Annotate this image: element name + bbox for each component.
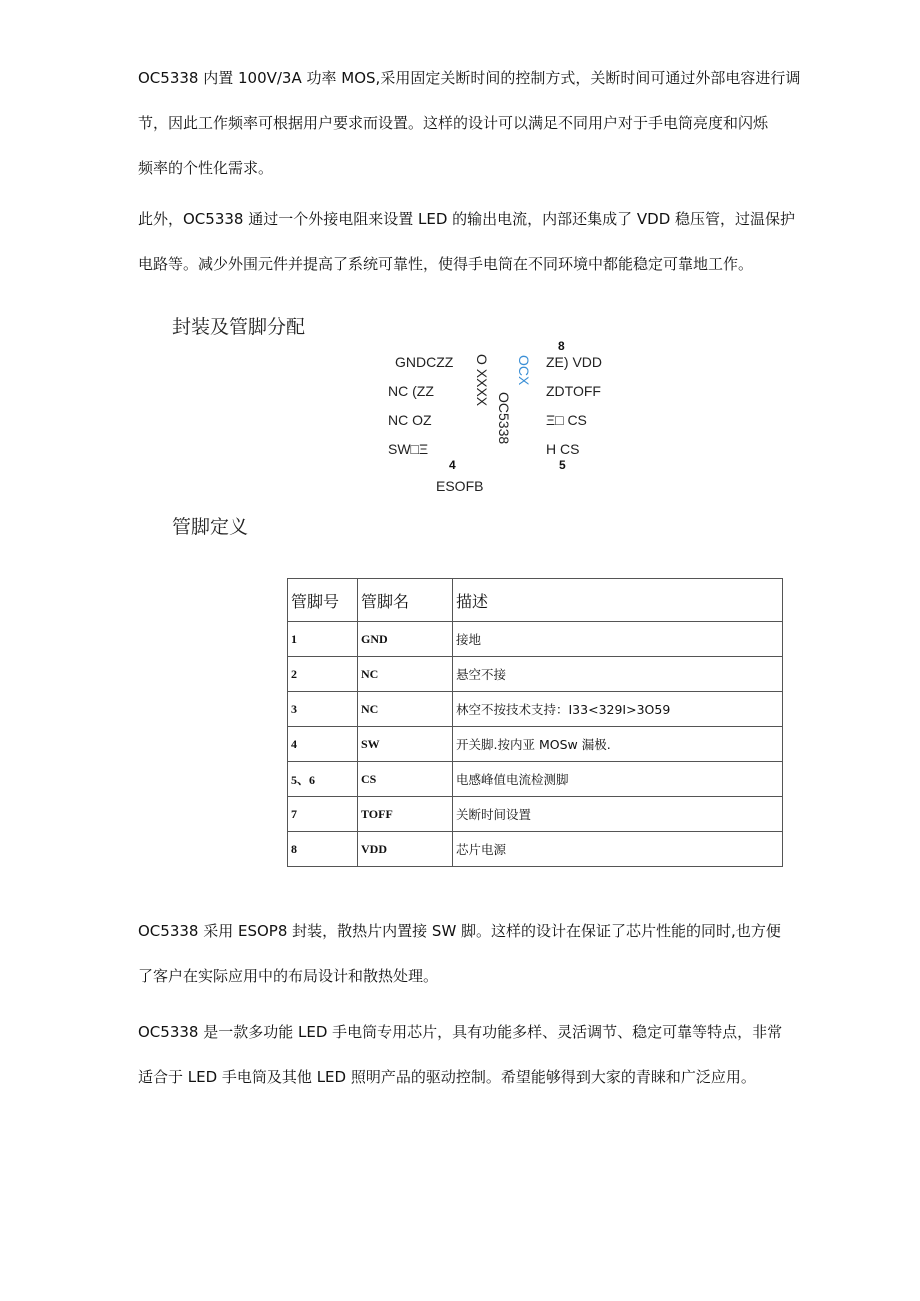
left-pin-label: NC (ZZ — [388, 383, 434, 399]
text-line: 此外，OC5338 通过一个外接电阻来设置 LED 的输出电流，内部还集成了 VDD 稳压管，过温保护 — [138, 210, 796, 228]
left-pin-label: NC OZ — [388, 412, 432, 428]
pin-name-cell: SW — [358, 727, 453, 762]
pin-number-cell: 8 — [288, 832, 358, 867]
left-pin-label: GNDCZZ — [395, 354, 454, 370]
column-header: 管脚号 — [288, 579, 358, 622]
bottom-pin-label: ESOFB — [436, 478, 484, 494]
table-header-row — [288, 579, 783, 622]
pin-name-cell: NC — [358, 657, 453, 692]
pin-number-cell: 2 — [288, 657, 358, 692]
text-line: 节，因此工作频率可根据用户要求而设置。这样的设计可以满足不同用户对于手电筒亮度和闪烁 — [138, 114, 769, 132]
pin-description-cell: 悬空不接 — [453, 657, 783, 692]
column-header: 管脚名 — [358, 579, 453, 622]
pin-number-cell: 3 — [288, 692, 358, 727]
text-line: OC5338 采用 ESOP8 封装，散热片内置接 SW 脚。这样的设计在保证了芯片性能的同时,也方便 — [138, 922, 781, 940]
pin-name-cell: GND — [358, 622, 453, 657]
pin-number-8: 8 — [558, 339, 565, 353]
pin-table — [287, 578, 783, 867]
table-row — [288, 762, 783, 797]
text-line: 电路等。减少外围元件并提高了系统可靠性，使得手电筒在不同环境中都能稳定可靠地工作。 — [138, 255, 754, 273]
table-row — [288, 622, 783, 657]
pin-description-cell: 林空不按技术支持：I33<329I>3O59 — [453, 692, 783, 727]
pin-number-cell: 5、6 — [288, 762, 358, 797]
text-line: 了客户在实际应用中的布局设计和散热处理。 — [138, 967, 439, 985]
pin-description-cell: 接地 — [453, 622, 783, 657]
right-pin-label: H CS — [546, 441, 580, 457]
pin-name-cell: NC — [358, 692, 453, 727]
table-row — [288, 657, 783, 692]
table-row — [288, 727, 783, 762]
pin-definition-heading: 管脚定义 — [172, 516, 249, 538]
table-row — [288, 797, 783, 832]
right-pin-label: ZE) VDD — [546, 354, 602, 370]
text-line: OC5338 是一款多功能 LED 手电筒专用芯片，具有功能多样、灵活调节、稳定可靠等特点，非常 — [138, 1023, 783, 1041]
text-line: 适合于 LED 手电筒及其他 LED 照明产品的驱动控制。希望能够得到大家的青睐和广泛应用。 — [138, 1068, 756, 1086]
right-pin-label: Ξ□ CS — [546, 412, 587, 428]
outro-paragraph-1 — [138, 909, 783, 999]
pin-number-5: 5 — [559, 458, 566, 472]
table-row — [288, 832, 783, 867]
pin-number-cell: 4 — [288, 727, 358, 762]
package-heading: 封装及管脚分配 — [172, 316, 306, 338]
pin-name-cell: CS — [358, 762, 453, 797]
pin-description-cell: 关断时间设置 — [453, 797, 783, 832]
pin-description-cell: 开关脚.按内亚 MOSw 漏极. — [453, 727, 783, 762]
outro-paragraph-2 — [138, 1010, 783, 1100]
pin-number-cell: 7 — [288, 797, 358, 832]
intro-paragraph-1 — [138, 56, 801, 191]
right-pin-label: ZDTOFF — [546, 383, 601, 399]
chip-marking-1: O XXXX — [474, 354, 490, 407]
chip-marking-2: OCX — [516, 355, 532, 386]
pin-description-cell: 芯片电源 — [453, 832, 783, 867]
pin-number-4: 4 — [449, 458, 456, 472]
intro-paragraph-2 — [138, 197, 796, 287]
left-pin-label: SW□Ξ — [388, 441, 429, 457]
text-line: OC5338 内置 100V/3A 功率 MOS,采用固定关断时间的控制方式，关断时间可通过外部电容进行调 — [138, 69, 801, 87]
pin-number-cell: 1 — [288, 622, 358, 657]
pin-name-cell: VDD — [358, 832, 453, 867]
text-line: 频率的个性化需求。 — [138, 159, 274, 177]
chip-marking-3: OC5338 — [496, 392, 512, 445]
column-header: 描述 — [453, 579, 783, 622]
pin-name-cell: TOFF — [358, 797, 453, 832]
pin-description-cell: 电感峰值电流检测脚 — [453, 762, 783, 797]
table-row — [288, 692, 783, 727]
